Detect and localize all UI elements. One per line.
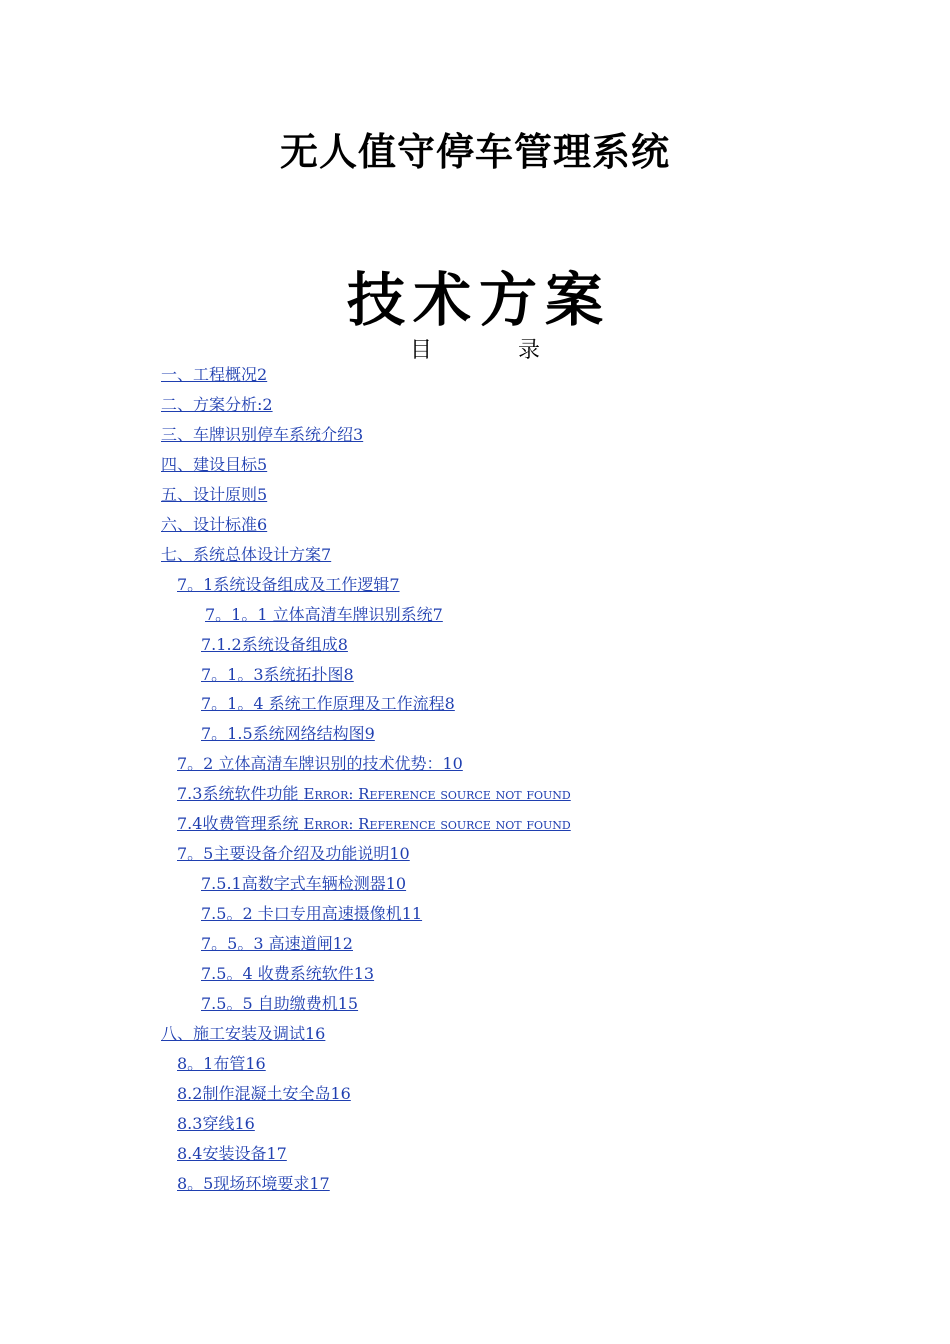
toc-heading-left: 目 xyxy=(409,338,432,363)
toc-link[interactable] xyxy=(161,395,273,414)
toc-entry xyxy=(177,1079,351,1109)
toc-link-text: 7。5主要设备介绍及功能说明10 xyxy=(177,844,410,864)
toc-link-text: 7。1。1 立体高清车牌识别系统7 xyxy=(205,604,443,624)
toc-entry xyxy=(177,839,410,869)
toc-link-text: 7.5.1高数字式车辆检测器10 xyxy=(201,874,407,894)
toc-heading xyxy=(0,336,950,366)
toc-link[interactable] xyxy=(205,605,443,624)
toc-link[interactable] xyxy=(201,934,353,953)
toc-link[interactable] xyxy=(161,425,363,444)
toc-entry xyxy=(201,899,422,929)
toc-error-text: Error: Reference source not found xyxy=(303,815,571,834)
toc-link-text: 7.1.2系统设备组成8 xyxy=(201,634,348,654)
toc-entry xyxy=(177,779,571,809)
toc-link-text: 7。1。4 系统工作原理及工作流程8 xyxy=(201,694,455,714)
toc-link[interactable] xyxy=(201,635,348,654)
toc-link-text: 七、系统总体设计方案7 xyxy=(161,544,332,564)
toc-link[interactable] xyxy=(177,575,400,594)
toc-entry xyxy=(161,510,267,540)
toc-link[interactable] xyxy=(177,1114,255,1133)
toc-link[interactable] xyxy=(177,784,571,803)
toc-entry xyxy=(161,450,267,480)
toc-entry xyxy=(177,1109,255,1139)
toc-link[interactable] xyxy=(177,754,463,773)
document-subtitle: 技术方案 xyxy=(346,266,611,334)
toc-entry xyxy=(161,540,331,570)
toc-link-text: 一、工程概况2 xyxy=(161,365,268,384)
toc-link-text: 7.5。4 收费系统软件13 xyxy=(201,964,375,983)
toc-entry xyxy=(177,1139,287,1169)
toc-link-text: 7.5。2 卡口专用高速摄像机11 xyxy=(201,904,423,924)
toc-heading-right: 录 xyxy=(518,338,541,363)
toc-entry xyxy=(201,719,375,749)
toc-entry xyxy=(201,630,348,660)
toc-link-text: 7。1.5系统网络结构图9 xyxy=(201,724,375,744)
toc-link-text: 8.4安装设备17 xyxy=(177,1143,287,1163)
toc-link-text: 四、建设目标5 xyxy=(161,454,268,474)
toc-link-text: 7。2 立体高清车牌识别的技术优势：10 xyxy=(177,754,463,774)
toc-link[interactable] xyxy=(177,1084,351,1103)
toc-link-text: 7。1。3系统拓扑图8 xyxy=(201,664,354,684)
toc-entry xyxy=(161,420,363,450)
toc-entry xyxy=(201,959,374,989)
toc-error-text: Error: Reference source not found xyxy=(303,785,571,804)
toc-link[interactable] xyxy=(201,694,455,713)
toc-entry xyxy=(177,570,400,600)
toc-entry xyxy=(177,1049,266,1079)
toc-link[interactable] xyxy=(161,365,267,384)
toc-link-text: 八、施工安装及调试16 xyxy=(161,1023,326,1043)
toc-entry xyxy=(161,1019,325,1049)
toc-entry xyxy=(201,929,353,959)
toc-link-text: 7。5。3 高速道闸12 xyxy=(201,934,353,954)
toc-link-text: 三、车牌识别停车系统介绍3 xyxy=(161,424,364,444)
toc-link-text: 8.2制作混凝土安全岛16 xyxy=(177,1083,351,1103)
toc-entry xyxy=(161,360,267,390)
toc-link-text: 7。1系统设备组成及工作逻辑7 xyxy=(177,574,400,594)
toc-link[interactable] xyxy=(177,1054,266,1073)
toc-entry xyxy=(201,989,358,1019)
toc-entry xyxy=(205,600,443,630)
toc-link-text: 五、设计原则5 xyxy=(161,484,268,504)
document-title: 无人值守停车管理系统 xyxy=(279,130,670,174)
toc-link-text: 7.3系统软件功能 xyxy=(177,784,299,804)
toc-entry xyxy=(201,660,354,690)
toc-link-text: 8。1布管16 xyxy=(177,1053,266,1073)
toc-link[interactable] xyxy=(201,874,406,893)
toc-link[interactable] xyxy=(161,515,267,534)
toc-link[interactable] xyxy=(161,455,267,474)
toc-entry xyxy=(161,390,273,420)
toc-entry xyxy=(177,1169,330,1199)
toc-entry xyxy=(177,749,463,779)
toc-link-text: 7.4收费管理系统 xyxy=(177,814,299,834)
toc-link[interactable] xyxy=(201,994,358,1013)
toc-link[interactable] xyxy=(177,814,571,833)
toc-link-text: 7.5。5 自助缴费机15 xyxy=(201,993,359,1013)
toc-link[interactable] xyxy=(177,844,410,863)
toc-entry xyxy=(161,480,267,510)
toc-link-text: 8.3穿线16 xyxy=(177,1113,255,1133)
toc-entry xyxy=(177,809,571,839)
toc-link[interactable] xyxy=(177,1174,330,1193)
toc-entry xyxy=(201,689,455,719)
toc-link-text: 六、设计标准6 xyxy=(161,514,268,534)
toc-link-text: 8。5现场环境要求17 xyxy=(177,1173,330,1193)
toc-link[interactable] xyxy=(201,665,354,684)
toc-link[interactable] xyxy=(161,1024,325,1043)
toc-entry xyxy=(201,869,406,899)
toc-link-text: 二、方案分析:2 xyxy=(161,394,273,414)
toc-link[interactable] xyxy=(201,724,375,743)
toc-link[interactable] xyxy=(161,485,267,504)
toc-link[interactable] xyxy=(201,964,374,983)
toc-link[interactable] xyxy=(161,545,331,564)
toc-link[interactable] xyxy=(177,1144,287,1163)
toc-link[interactable] xyxy=(201,904,422,923)
